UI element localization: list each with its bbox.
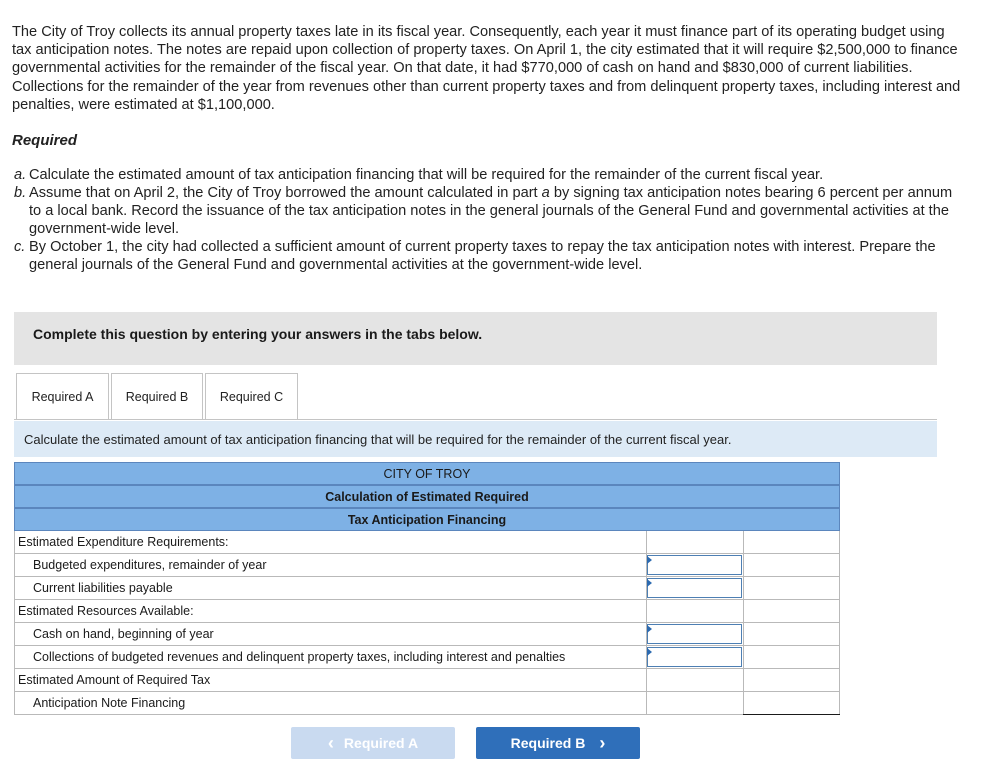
total-underline: [743, 714, 840, 715]
prev-required-a-button: [291, 727, 455, 759]
table-row: [14, 600, 840, 623]
input-marker-icon: [647, 625, 652, 633]
cash-on-hand-input[interactable]: [647, 624, 742, 644]
table-row: [14, 692, 840, 715]
part-a-text: Calculate the estimated amount of tax anticipation financing that will be required for the remainder of the current fiscal year.: [29, 167, 824, 183]
collections-input[interactable]: [647, 647, 742, 667]
row-label-budgeted: Budgeted expenditures, remainder of year: [33, 558, 267, 572]
input-marker-icon: [647, 556, 652, 564]
table-row: [14, 669, 840, 692]
tab-required-c[interactable]: [205, 373, 298, 419]
table-row: [14, 531, 840, 554]
table-row: [14, 554, 840, 577]
part-b-letter: b.: [14, 185, 27, 201]
total-expenditures-input[interactable]: [744, 578, 839, 598]
tab-instruction-bar: [14, 421, 937, 457]
input-marker-icon: [647, 648, 652, 656]
tab-divider: [14, 419, 937, 420]
table-subtitle: Calculation of Estimated Required: [14, 485, 840, 508]
table-title: CITY OF TROY: [14, 462, 840, 485]
table-row: [14, 646, 840, 669]
required-parts: [12, 166, 967, 274]
required-heading: Required: [12, 132, 78, 149]
chevron-left-icon: ‹: [327, 733, 334, 753]
row-label-collections: Collections of budgeted revenues and delinquent property taxes, including interest and penalties: [33, 650, 566, 664]
part-b-text-after: by signing tax anticipation notes bearing 6 percent per annum to a local bank. Record the issuance of the tax anticipation notes in the general journals of the General Fund and governmental activities at the government-wide level.: [29, 185, 953, 237]
total-resources-input[interactable]: [744, 647, 839, 667]
tab-instruction-text: Calculate the estimated amount of tax anticipation financing that will be required for the remainder of the current fiscal year.: [24, 432, 732, 447]
tab-required-b[interactable]: [111, 373, 203, 419]
row-label-est-res: Estimated Resources Available:: [18, 604, 194, 618]
tab-required-b-label: Required B: [125, 389, 189, 404]
current-liabilities-input[interactable]: [647, 578, 742, 598]
part-a-letter: a.: [14, 167, 27, 183]
part-c-letter: c.: [14, 239, 26, 255]
part-c: [12, 238, 967, 274]
banner-text: Complete this question by entering your answers in the tabs below.: [33, 326, 483, 342]
row-label-est-exp: Estimated Expenditure Requirements:: [18, 535, 229, 549]
part-c-text: By October 1, the city had collected a sufficient amount of current property taxes to repay the tax anticipation notes with interest. Prepare the general journals of the General Fund and governmental activities at the government-wide level.: [29, 239, 936, 273]
tab-required-a[interactable]: [16, 373, 109, 419]
input-marker-icon: [647, 579, 652, 587]
row-label-est-amt: Estimated Amount of Required Tax: [18, 673, 211, 687]
prev-button-label: Required A: [343, 735, 419, 751]
next-required-b-button[interactable]: [476, 727, 640, 759]
problem-intro: The City of Troy collects its annual property taxes late in its fiscal year. Consequently, each year it must finance part of its operating budget using tax anticipation notes. The notes are repaid upon collection of property taxes. On April 1, the city estimated that it will require $2,500,000 to finance governmental activities for the remainder of the fiscal year. On that date, it had $770,000 of cash on hand and $830,000 of current liabilities. Collections for the remainder of the year from revenues other than current property taxes and from delinquent property taxes, including interest and penalties, were estimated at $1,100,000.: [12, 24, 961, 113]
required-financing-input[interactable]: [744, 693, 839, 713]
part-b: [12, 184, 967, 238]
tab-required-c-label: Required C: [219, 389, 284, 404]
budgeted-expenditures-input[interactable]: [647, 555, 742, 575]
part-b-text-italic: a: [541, 185, 550, 201]
table-row: [14, 623, 840, 646]
table-row: [14, 577, 840, 600]
row-label-cash: Cash on hand, beginning of year: [33, 627, 214, 641]
tab-required-a-label: Required A: [31, 389, 94, 404]
row-label-anticipation: Anticipation Note Financing: [33, 696, 186, 710]
part-a: [12, 166, 967, 184]
instructions-banner: [14, 312, 937, 365]
chevron-right-icon: ›: [599, 733, 606, 753]
next-button-label: Required B: [510, 735, 586, 751]
part-b-text-before: Assume that on April 2, the City of Troy borrowed the amount calculated in part: [29, 185, 542, 201]
table-subtitle-2: Tax Anticipation Financing: [14, 508, 840, 531]
row-label-liabilities: Current liabilities payable: [33, 581, 173, 595]
